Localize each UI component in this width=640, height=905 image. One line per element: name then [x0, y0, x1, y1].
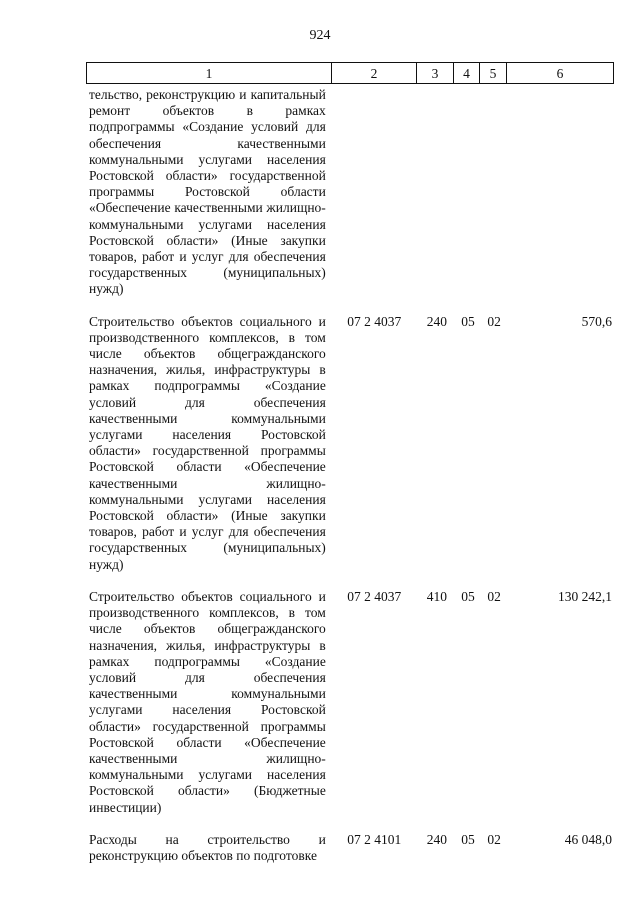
table-row	[86, 589, 612, 816]
row-code: 07 2 4037	[347, 588, 402, 604]
row-pr: 02	[487, 588, 501, 604]
row-rz	[455, 87, 481, 298]
header-col-1: 1	[87, 63, 332, 83]
table-body	[86, 87, 612, 880]
row-description: Расходы на строительство и реконструкцию объектов по подготовке	[89, 831, 326, 863]
row-sum: 570,6	[581, 313, 612, 329]
row-sum	[507, 87, 612, 298]
header-col-4: 4	[454, 63, 480, 83]
table-row	[86, 87, 612, 298]
header-col-2: 2	[332, 63, 417, 83]
row-rz: 05	[461, 831, 475, 847]
row-code: 07 2 4037	[347, 313, 402, 329]
header-col-3: 3	[417, 63, 454, 83]
row-vr: 240	[426, 831, 447, 847]
header-col-6: 6	[556, 66, 564, 81]
row-vr	[419, 87, 456, 298]
row-description: тельство, реконструкцию и капитальный ремонт объектов в рамках подпрограммы «Создание условий для обеспечения качественными коммунальными услугами населения Ростовской области» государственной программы Ростовской области «Обеспечение качественными жилищно-коммунальными услугами населения Ростовской области» (Иные закупки товаров, работ и услуг для обеспечения государственных (муниципальных) нужд)	[89, 87, 326, 297]
table-header	[86, 62, 614, 84]
row-sum: 130 242,1	[558, 588, 612, 604]
table-row	[86, 832, 612, 864]
row-sum: 46 048,0	[564, 831, 612, 847]
row-rz: 05	[461, 588, 475, 604]
row-pr: 02	[487, 313, 501, 329]
row-code	[326, 87, 419, 298]
row-vr: 410	[426, 588, 447, 604]
page-number: 924	[309, 28, 331, 43]
table-row	[86, 314, 612, 573]
row-description: Строительство объектов социального и производственного комплексов, в том числе объектов общегражданского назначения, жилья, инфраструктуры в рамках подпрограммы «Создание условий для обеспечения качественными коммунальными услугами населения Ростовской области» государственной программы Ростовской области «Обеспечение качественными жилищно-коммунальными услугами населения Ростовской области» (Бюджетные инвестиции)	[89, 588, 326, 815]
row-vr: 240	[426, 313, 447, 329]
row-code: 07 2 4101	[347, 831, 402, 847]
row-description: Строительство объектов социального и производственного комплексов, в том числе объектов общегражданского назначения, жилья, инфраструктуры в рамках подпрограммы «Создание условий для обеспечения качественными коммунальными услугами населения Ростовской области» государственной программы Ростовской области «Обеспечение качественными жилищно-коммунальными услугами населения Ростовской области» (Иные закупки товаров, работ и услуг для обеспечения государственных (муниципальных) нужд)	[89, 313, 326, 572]
row-pr: 02	[487, 831, 501, 847]
row-pr	[481, 87, 508, 298]
header-col-5: 5	[480, 63, 507, 83]
row-rz: 05	[461, 313, 475, 329]
